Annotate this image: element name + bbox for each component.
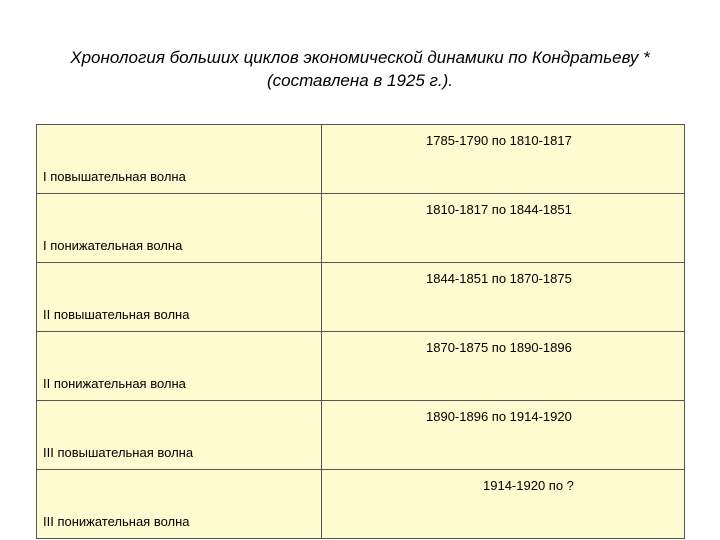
wave-name-cell: II понижательная волна [37,332,322,401]
wave-period-cell: 1844-1851 по 1870-1875 [322,263,685,332]
kondratiev-waves-table [36,124,685,539]
wave-name-cell: II повышательная волна [37,263,322,332]
wave-name-cell: III повышательная волна [37,401,322,470]
table-row [37,401,685,470]
table-row [37,332,685,401]
wave-name-cell: I повышательная волна [37,125,322,194]
wave-name-cell: I понижательная волна [37,194,322,263]
title-line-2: (составлена в 1925 г.). [266,71,454,90]
wave-period-cell: 1890-1896 по 1914-1920 [322,401,685,470]
wave-period-cell: 1810-1817 по 1844-1851 [322,194,685,263]
wave-period-cell: 1785-1790 по 1810-1817 [322,125,685,194]
wave-period-cell: 1870-1875 по 1890-1896 [322,332,685,401]
table-row [37,125,685,194]
wave-name-cell: III понижательная волна [37,470,322,539]
wave-period-cell: 1914-1920 по ? [322,470,685,539]
table-row [37,470,685,539]
table-row [37,194,685,263]
title-line-1: Хронология больших циклов экономической динамики по Кондратьеву * [70,48,650,67]
table-row [37,263,685,332]
page-title [30,46,690,92]
